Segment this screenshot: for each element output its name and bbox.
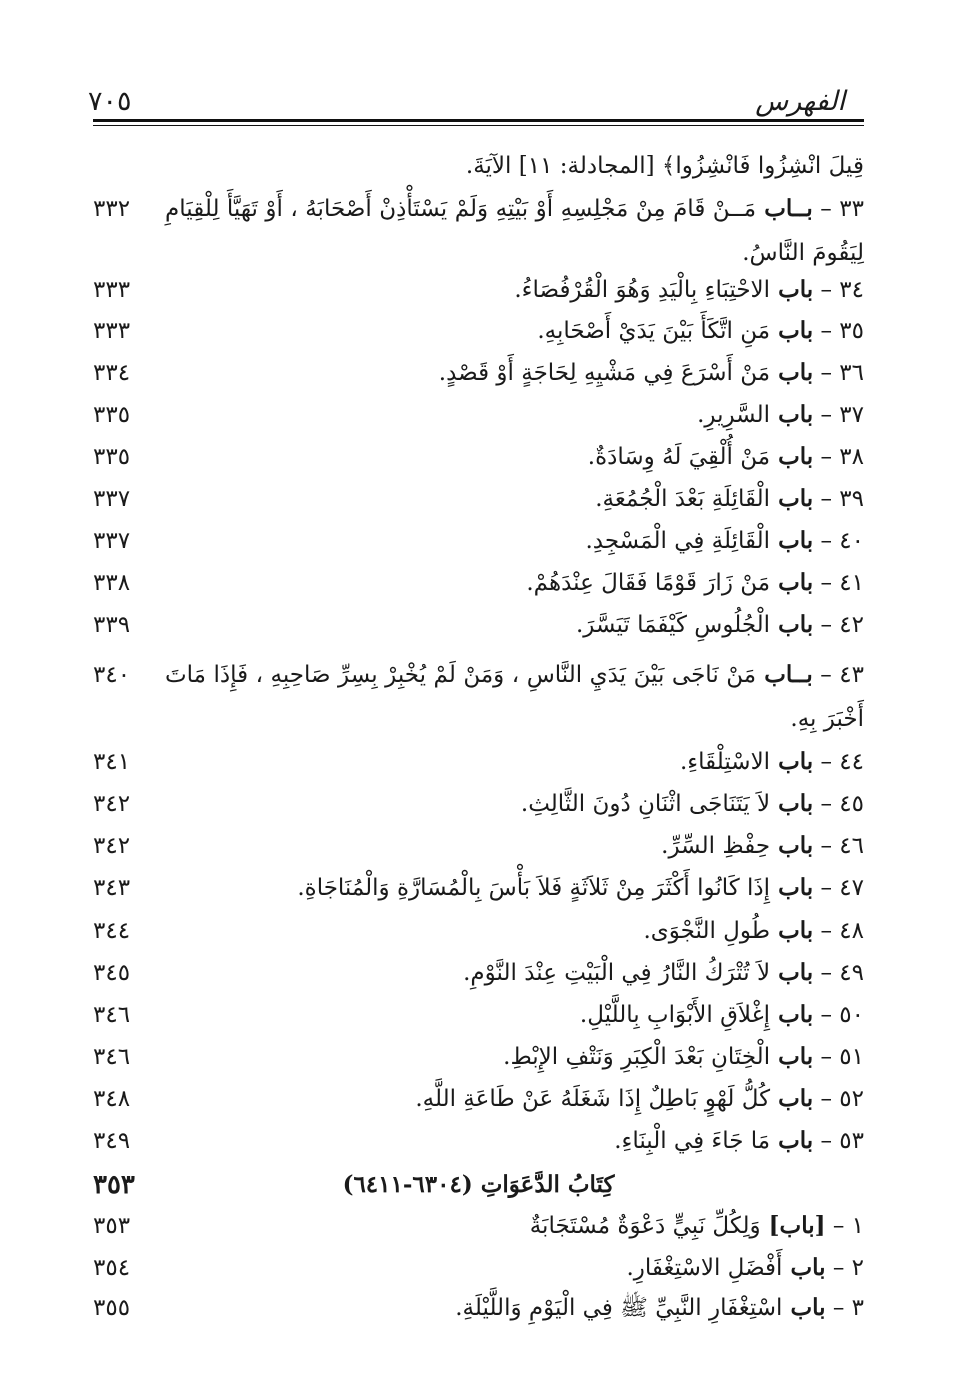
entry-title: لاَ تُتْرَكُ النَّارُ فِي الْبَيْتِ عِنْدَ النَّوْمِ.: [463, 960, 771, 986]
entry-title: مَنْ أَسْرَعَ فِي مَشْيِهِ لِحَاجَةٍ أَوْ قَصْدٍ.: [438, 360, 771, 386]
index-entry: [0, 311, 957, 351]
entry-page-number: ٣٣٤: [93, 360, 131, 386]
entry-page-number: ٣٥٣: [93, 1170, 135, 1200]
index-entry: [0, 521, 957, 561]
index-entry: [0, 395, 957, 435]
entry-label: باب: [770, 569, 814, 596]
entry-page-number: ٣٣٧: [93, 486, 131, 512]
index-entry: [0, 563, 957, 603]
entry-page-number: ٣٣٥: [93, 444, 131, 470]
section-heading-text: كِتَابُ الدَّعَوَاتِ (٦٣٠٤-٦٤١١): [342, 1171, 615, 1198]
entry-label: باب: [770, 401, 814, 428]
index-entry: [0, 655, 957, 695]
entry-text: [576, 605, 864, 645]
entry-label: باب: [770, 1043, 814, 1070]
entry-label: باب: [782, 1254, 826, 1281]
entry-label: باب: [770, 317, 814, 344]
entry-title: وَلِكُلِّ نَبِيٍّ دَعْوَةٌ مُسْتَجَابَةٌ: [529, 1213, 761, 1239]
entry-text: [614, 1121, 864, 1161]
entry-title: مَنْ نَاجَى بَيْنَ يَدَيِ النَّاسِ ، وَمَنْ لَمْ يُخْبِرْ بِسِرِّ صَاحِبِهِ ، فَإِذَا مَاتَ: [165, 662, 757, 688]
entry-label: باب: [770, 1001, 814, 1028]
entry-page-number: ٣٥٣: [93, 1213, 131, 1239]
index-entry: [0, 995, 957, 1035]
entry-page-number: ٣٤٣: [93, 875, 131, 901]
entry-number: ٥٣ –: [813, 1128, 864, 1154]
index-entry: [0, 953, 957, 993]
entry-label: باب: [770, 748, 814, 775]
entry-number: ٤٦ –: [813, 833, 864, 859]
entry-text: [588, 437, 864, 477]
entry-label: باب: [770, 874, 814, 901]
entry-number: ٥٢ –: [813, 1086, 864, 1112]
entry-page-number: ٣٤٦: [93, 1002, 131, 1028]
index-entry: [0, 353, 957, 393]
entry-title: الاسْتِلْقَاءِ.: [679, 749, 771, 775]
entry-title: الْقَائِلَةِ بَعْدَ الْجُمُعَةِ.: [595, 486, 771, 512]
entry-number: ٤٢ –: [813, 612, 864, 638]
entry-label: باب: [770, 485, 814, 512]
entry-text: [595, 479, 864, 519]
entry-title: مَــنْ قَامَ مِنْ مَجْلِسِهِ أَوْ بَيْتِهِ وَلَمْ يَسْتَأْذِنْ أَصْحَابَهُ ، أَوْ تَهَيَّأَ لِلْقِيَامِ: [165, 196, 757, 222]
entry-page-number: ٣٣٥: [93, 402, 131, 428]
index-entry: [0, 1121, 957, 1161]
index-entry: [0, 270, 957, 310]
entry-title: حِفْظِ السِّرِّ.: [661, 833, 771, 859]
entry-number: ١ –: [825, 1213, 864, 1239]
entry-label: باب: [770, 1127, 814, 1154]
entry-page-number: ٣٤٩: [93, 1128, 131, 1154]
entry-text: [680, 742, 864, 782]
entry-label: باب: [770, 1085, 814, 1112]
entry-text: أَخْبَرَ بِهِ.: [790, 706, 864, 732]
entry-title: إِغْلاَقِ الأَبْوَابِ بِاللَّيْلِ.: [579, 1002, 771, 1028]
entry-label: [باب]: [760, 1212, 826, 1239]
index-entry: [0, 437, 957, 477]
entry-title: أَفْضَلِ الاسْتِغْفَارِ.: [626, 1255, 783, 1281]
entry-label: باب: [770, 790, 814, 817]
index-entry: [0, 479, 957, 519]
entry-page-number: ٣٣٧: [93, 528, 131, 554]
entry-number: ٥٠ –: [813, 1002, 864, 1028]
entry-text: [643, 911, 864, 951]
header-rule-thick: [93, 119, 864, 122]
entry-title: مَنْ زَارَ قَوْمًا فَقَالَ عِنْدَهُمْ.: [526, 570, 771, 596]
index-entry: [0, 1288, 957, 1328]
entry-number: ٤٣ –: [812, 662, 864, 688]
entry-text: [580, 995, 864, 1035]
entry-number: ٣٦ –: [813, 360, 864, 386]
index-entry: [0, 189, 957, 229]
entry-label: باب: [770, 443, 814, 470]
entry-text: [537, 311, 864, 351]
index-entry: [0, 233, 957, 273]
entry-number: ٢ –: [825, 1255, 864, 1281]
page-number: ٧٠٥: [88, 86, 132, 117]
entry-number: ٤٩ –: [813, 960, 864, 986]
entry-number: ٣ –: [825, 1295, 864, 1321]
entry-page-number: ٣٤٢: [93, 791, 131, 817]
entry-text: [521, 784, 864, 824]
entry-title: مَا جَاءَ فِي الْبِنَاءِ.: [614, 1128, 771, 1154]
entry-number: ٤٨ –: [813, 918, 864, 944]
entry-number: ٣٩ –: [813, 486, 864, 512]
index-entry: [0, 605, 957, 645]
section-heading: [0, 1165, 957, 1205]
index-entry: [0, 742, 957, 782]
entry-number: ٣٤ –: [813, 277, 864, 303]
index-entry: [0, 784, 957, 824]
entry-text: [455, 1288, 864, 1328]
entry-title: اسْتِغْفَارِ النَّبِيِّ ﷺ فِي الْيَوْمِ وَاللَّيْلَةِ.: [455, 1295, 783, 1321]
entry-text: [463, 953, 864, 993]
entry-number: ٥١ –: [813, 1044, 864, 1070]
index-entry: [0, 911, 957, 951]
entry-label: بــاب: [756, 661, 813, 688]
entry-title: مَنِ اتَّكَأَ بَيْنَ يَدَيْ أَصْحَابِهِ.: [537, 318, 771, 344]
entry-text: [297, 868, 864, 908]
index-entry: [0, 826, 957, 866]
entry-text: [503, 1037, 864, 1077]
entry-page-number: ٣٣٨: [93, 570, 131, 596]
running-header-title: الفهرس: [755, 86, 845, 117]
entry-title: الاحْتِبَاءِ بِالْيَدِ وَهُوَ الْقُرْفُصَاءُ.: [514, 277, 771, 303]
entry-number: ٤٤ –: [813, 749, 864, 775]
entry-page-number: ٣٤٨: [93, 1086, 131, 1112]
entry-page-number: ٣٣٢: [93, 196, 131, 222]
entry-label: بــاب: [756, 195, 813, 222]
header-rule-thin: [93, 125, 864, 126]
entry-text: [415, 1079, 864, 1119]
entry-text: لِيَقُومَ النَّاسُ.: [742, 240, 864, 266]
entry-text: [165, 655, 864, 695]
entry-page-number: ٣٤٤: [93, 918, 131, 944]
entry-text: [439, 353, 864, 393]
entry-number: ٣٥ –: [813, 318, 864, 344]
entry-label: باب: [770, 611, 814, 638]
entry-text: [585, 521, 864, 561]
entry-label: باب: [770, 917, 814, 944]
entry-label: باب: [782, 1294, 826, 1321]
entry-number: ٤٠ –: [813, 528, 864, 554]
entry-page-number: ٣٥٤: [93, 1255, 131, 1281]
entry-page-number: ٣٤١: [93, 749, 131, 775]
entry-number: ٣٧ –: [813, 402, 864, 428]
entry-text: [697, 395, 864, 435]
entry-text: [661, 826, 864, 866]
entry-label: باب: [770, 832, 814, 859]
entry-page-number: ٣٤٠: [93, 662, 131, 688]
entry-text: قِيلَ انْشِزُوا فَانْشِزُوا﴾ [المجادلة: ١١] الآيَةَ.: [465, 153, 864, 179]
entry-page-number: ٣٣٣: [93, 318, 131, 344]
entry-number: ٤٧ –: [813, 875, 864, 901]
index-entry: [0, 146, 957, 186]
entry-text: [514, 270, 864, 310]
entry-label: باب: [770, 959, 814, 986]
entry-number: ٤٥ –: [813, 791, 864, 817]
entry-title: طُولِ النَّجْوَى.: [643, 918, 771, 944]
entry-title: الْجُلُوسِ كَيْفَمَا تَيَسَّرَ.: [575, 612, 771, 638]
entry-title: مَنْ أُلْقِيَ لَهُ وِسَادَةٌ.: [587, 444, 771, 470]
entry-label: باب: [770, 527, 814, 554]
index-entry: [0, 699, 957, 739]
entry-page-number: ٣٣٩: [93, 612, 131, 638]
entry-page-number: ٣٤٢: [93, 833, 131, 859]
entry-page-number: ٣٣٣: [93, 277, 131, 303]
entry-text: [530, 1206, 864, 1246]
entry-page-number: ٣٥٥: [93, 1295, 131, 1321]
entry-label: باب: [770, 359, 814, 386]
index-entry: [0, 868, 957, 908]
entry-label: باب: [770, 276, 814, 303]
entry-number: ٤١ –: [813, 570, 864, 596]
entry-title: إِذَا كَانُوا أَكْثَرَ مِنْ ثَلاَثَةٍ فَلاَ بَأْسَ بِالْمُسَارَّةِ وَالْمُنَاجَاةِ.: [297, 875, 771, 901]
entry-title: الْخِتَانِ بَعْدَ الْكِبَرِ وَنَتْفِ الإِبْطِ.: [503, 1044, 771, 1070]
index-entry: [0, 1079, 957, 1119]
entry-title: السَّرِيرِ.: [697, 402, 771, 428]
entry-title: لاَ يَتَنَاجَى اثْنَانِ دُونَ الثَّالِثِ.: [520, 791, 771, 817]
index-entry: [0, 1206, 957, 1246]
entry-page-number: ٣٤٦: [93, 1044, 131, 1070]
entry-text: [165, 189, 864, 229]
entry-title: الْقَائِلَةِ فِي الْمَسْجِدِ.: [585, 528, 771, 554]
index-entry: [0, 1037, 957, 1077]
entry-title: كُلُّ لَهْوٍ بَاطِلٌ إِذَا شَغَلَهُ عَنْ طَاعَةِ اللَّهِ.: [415, 1086, 771, 1112]
index-entry: [0, 1248, 957, 1288]
entry-number: ٣٨ –: [813, 444, 864, 470]
entry-text: [627, 1248, 865, 1288]
entry-page-number: ٣٤٥: [93, 960, 131, 986]
entry-number: ٣٣ –: [812, 196, 865, 222]
entry-text: [526, 563, 864, 603]
